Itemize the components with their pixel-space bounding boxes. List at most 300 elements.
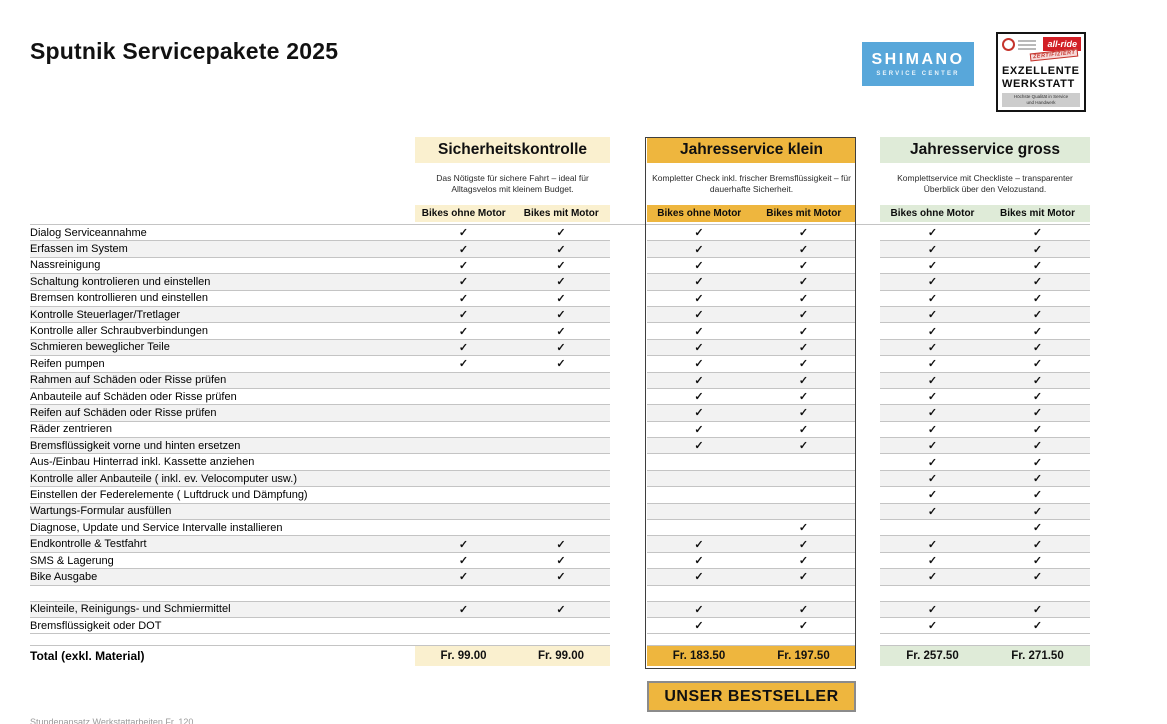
check-cell	[985, 356, 1090, 372]
check-cell	[751, 602, 856, 618]
check-cell	[647, 586, 751, 602]
check-cell	[512, 356, 610, 372]
package-title: Jahresservice klein	[647, 137, 856, 163]
check-cell	[985, 307, 1090, 323]
check-cell	[985, 504, 1090, 520]
package-title: Sicherheitskontrolle	[415, 137, 610, 163]
check-icon: ✓	[458, 276, 469, 289]
check-icon: ✓	[798, 555, 809, 567]
check-cell	[880, 487, 985, 503]
check-icon: ✓	[1032, 555, 1043, 567]
check-icon: ✓	[927, 505, 938, 518]
check-cell	[985, 405, 1090, 421]
check-cell	[985, 520, 1090, 536]
check-cell	[985, 225, 1090, 241]
table-row	[30, 405, 1090, 421]
check-cell	[415, 291, 512, 307]
check-cell	[512, 258, 610, 274]
check-cell	[647, 274, 751, 290]
check-icon: ✓	[556, 259, 566, 272]
column-gutter	[856, 569, 880, 585]
table-row	[30, 471, 1090, 487]
check-cell	[415, 504, 512, 520]
check-cell	[751, 618, 856, 634]
total-value: Fr. 99.00	[415, 646, 512, 666]
check-cell	[880, 258, 985, 274]
column-gutter	[610, 553, 647, 569]
check-cell	[751, 323, 856, 339]
package-header-jahresservice-klein	[647, 137, 856, 222]
check-cell	[647, 569, 751, 585]
hourly-rate-footnote: Stundenansatz Werkstattarbeiten Fr. 120	[30, 717, 194, 724]
check-icon: ✓	[798, 259, 809, 272]
subheader-bikes-ohne-motor: Bikes ohne Motor	[890, 208, 975, 219]
row-label: Einstellen der Federelemente ( Luftdruck und Dämpfung)	[30, 487, 415, 503]
check-icon: ✓	[458, 603, 469, 616]
check-icon: ✓	[458, 243, 469, 256]
check-icon: ✓	[798, 276, 809, 289]
check-cell	[985, 438, 1090, 454]
table-row	[30, 438, 1090, 454]
check-icon: ✓	[1032, 423, 1043, 436]
check-cell	[415, 520, 512, 536]
package-subheaders	[880, 205, 1090, 222]
check-cell	[985, 291, 1090, 307]
check-icon: ✓	[458, 358, 469, 371]
check-cell	[985, 389, 1090, 405]
table-row	[30, 422, 1090, 438]
check-icon: ✓	[798, 407, 809, 420]
check-cell	[415, 471, 512, 487]
allride-seal-icon	[1002, 38, 1015, 51]
row-label: Rahmen auf Schäden oder Risse prüfen	[30, 373, 415, 389]
column-gutter	[856, 340, 880, 356]
row-label: Bremsflüssigkeit oder DOT	[30, 618, 415, 634]
check-cell	[647, 241, 751, 257]
check-cell	[512, 389, 610, 405]
check-icon: ✓	[556, 358, 566, 371]
column-gutter	[610, 225, 647, 241]
check-icon: ✓	[1032, 440, 1043, 453]
column-gutter	[610, 438, 647, 454]
check-cell	[647, 356, 751, 372]
shimano-subtitle: SERVICE CENTER	[876, 71, 960, 77]
check-icon: ✓	[1032, 620, 1043, 633]
total-value: Fr. 99.00	[512, 646, 610, 666]
check-icon: ✓	[927, 227, 938, 240]
column-gutter	[610, 634, 647, 646]
column-gutter	[856, 454, 880, 470]
total-value: Fr. 183.50	[647, 646, 751, 666]
check-icon: ✓	[927, 243, 938, 256]
check-cell	[415, 586, 512, 602]
check-cell	[415, 618, 512, 634]
check-icon: ✓	[1032, 259, 1043, 272]
check-icon: ✓	[798, 440, 809, 453]
check-cell	[647, 454, 751, 470]
check-cell	[880, 520, 985, 536]
check-cell	[647, 634, 751, 646]
check-cell	[512, 454, 610, 470]
check-icon: ✓	[798, 227, 809, 240]
check-cell	[512, 586, 610, 602]
row-label: Reifen pumpen	[30, 356, 415, 372]
check-cell	[985, 487, 1090, 503]
check-cell	[880, 274, 985, 290]
check-icon: ✓	[556, 603, 566, 616]
column-gutter	[610, 307, 647, 323]
check-cell	[415, 340, 512, 356]
check-cell	[415, 258, 512, 274]
check-cell	[751, 405, 856, 421]
row-label: Kontrolle aller Anbauteile ( inkl. ev. Velocomputer usw.)	[30, 471, 415, 487]
row-label: Schmieren beweglicher Teile	[30, 340, 415, 356]
check-cell	[415, 438, 512, 454]
check-icon: ✓	[458, 292, 469, 305]
check-icon: ✓	[556, 276, 566, 289]
check-cell	[985, 373, 1090, 389]
check-icon: ✓	[458, 227, 469, 240]
table-row	[30, 520, 1090, 536]
check-cell	[880, 323, 985, 339]
check-icon: ✓	[694, 538, 704, 551]
check-cell	[880, 291, 985, 307]
check-cell	[647, 487, 751, 503]
check-cell	[880, 536, 985, 552]
allride-brand-label: all-ride	[1043, 37, 1081, 51]
check-icon: ✓	[1032, 391, 1043, 404]
table-row	[30, 258, 1090, 274]
check-icon: ✓	[798, 358, 809, 371]
column-gutter	[856, 274, 880, 290]
table-row	[30, 454, 1090, 470]
table-row	[30, 487, 1090, 503]
check-cell	[415, 602, 512, 618]
check-icon: ✓	[694, 391, 704, 404]
row-label: Kontrolle aller Schraubverbindungen	[30, 323, 415, 339]
check-cell	[647, 291, 751, 307]
column-gutter	[856, 618, 880, 634]
check-cell	[512, 471, 610, 487]
service-comparison-table	[30, 224, 1090, 666]
row-label: Endkontrolle & Testfahrt	[30, 536, 415, 552]
check-cell	[647, 520, 751, 536]
table-row	[30, 307, 1090, 323]
check-cell	[512, 536, 610, 552]
check-icon: ✓	[798, 292, 809, 305]
allride-badge-top	[1002, 37, 1080, 65]
check-icon: ✓	[927, 276, 938, 289]
column-gutter	[856, 520, 880, 536]
bestseller-badge: UNSER BESTSELLER	[647, 681, 856, 712]
check-cell	[880, 586, 985, 602]
check-icon: ✓	[927, 423, 938, 436]
column-gutter	[610, 618, 647, 634]
check-cell	[415, 356, 512, 372]
check-cell	[415, 487, 512, 503]
check-cell	[880, 405, 985, 421]
table-row	[30, 225, 1090, 241]
check-icon: ✓	[694, 227, 704, 240]
package-subheaders	[647, 205, 856, 222]
check-cell	[647, 373, 751, 389]
column-gutter	[856, 634, 880, 646]
column-gutter	[856, 291, 880, 307]
check-cell	[985, 586, 1090, 602]
check-cell	[415, 323, 512, 339]
check-cell	[751, 225, 856, 241]
subheader-bikes-mit-motor: Bikes mit Motor	[523, 208, 599, 219]
check-icon: ✓	[556, 571, 566, 584]
row-label: Kontrolle Steuerlager/Tretlager	[30, 307, 415, 323]
check-icon: ✓	[694, 571, 704, 584]
check-cell	[512, 323, 610, 339]
column-gutter	[856, 307, 880, 323]
column-gutter	[610, 646, 647, 666]
shimano-service-center-logo	[862, 42, 974, 86]
column-gutter	[610, 569, 647, 585]
check-cell	[415, 422, 512, 438]
check-cell	[985, 569, 1090, 585]
check-icon: ✓	[458, 555, 469, 567]
check-cell	[880, 553, 985, 569]
column-gutter	[856, 504, 880, 520]
check-cell	[512, 618, 610, 634]
check-cell	[751, 504, 856, 520]
check-icon: ✓	[694, 341, 704, 354]
check-icon: ✓	[1032, 276, 1043, 289]
check-cell	[880, 422, 985, 438]
row-label	[30, 586, 415, 602]
package-header-sicherheitskontrolle	[415, 137, 610, 222]
check-cell	[985, 241, 1090, 257]
total-row	[30, 646, 1090, 666]
check-icon: ✓	[798, 341, 809, 354]
check-cell	[415, 553, 512, 569]
check-cell	[647, 553, 751, 569]
check-cell	[880, 241, 985, 257]
check-cell	[985, 553, 1090, 569]
column-gutter	[856, 586, 880, 602]
check-icon: ✓	[1032, 374, 1043, 387]
package-header-jahresservice-gross	[880, 137, 1090, 222]
check-cell	[751, 258, 856, 274]
table-row	[30, 373, 1090, 389]
row-label: Schaltung kontrolieren und einstellen	[30, 274, 415, 290]
check-cell	[985, 422, 1090, 438]
column-gutter	[856, 258, 880, 274]
check-cell	[415, 405, 512, 421]
check-icon: ✓	[694, 555, 704, 567]
column-gutter	[610, 471, 647, 487]
shimano-wordmark: SHIMANO	[871, 51, 965, 68]
check-icon: ✓	[556, 227, 566, 240]
table-row	[30, 340, 1090, 356]
check-cell	[512, 487, 610, 503]
check-icon: ✓	[927, 473, 938, 486]
check-icon: ✓	[798, 309, 809, 322]
row-label: Aus-/Einbau Hinterrad inkl. Kassette anziehen	[30, 454, 415, 470]
check-icon: ✓	[694, 423, 704, 436]
check-icon: ✓	[1032, 227, 1043, 240]
total-label: Total (exkl. Material)	[30, 649, 145, 664]
table-row	[30, 241, 1090, 257]
check-icon: ✓	[458, 341, 469, 354]
check-cell	[880, 373, 985, 389]
check-icon: ✓	[458, 259, 469, 272]
check-icon: ✓	[927, 555, 938, 567]
allride-certified-label: ZERTIFIZIERT	[1029, 48, 1078, 61]
check-icon: ✓	[927, 571, 938, 584]
check-icon: ✓	[798, 423, 809, 436]
check-icon: ✓	[927, 489, 938, 502]
check-cell	[985, 258, 1090, 274]
column-gutter	[856, 241, 880, 257]
check-icon: ✓	[927, 309, 938, 322]
allride-title-line1: EXZELLENTE	[1002, 65, 1080, 77]
check-cell	[985, 274, 1090, 290]
column-gutter	[610, 241, 647, 257]
check-icon: ✓	[556, 538, 566, 551]
check-icon: ✓	[927, 341, 938, 354]
column-gutter	[856, 471, 880, 487]
check-icon: ✓	[1032, 603, 1043, 616]
check-cell	[647, 389, 751, 405]
column-gutter	[610, 504, 647, 520]
check-icon: ✓	[1032, 473, 1043, 486]
total-value: Fr. 197.50	[751, 646, 856, 666]
check-icon: ✓	[1032, 489, 1043, 502]
check-cell	[751, 291, 856, 307]
check-cell	[647, 602, 751, 618]
check-cell	[751, 340, 856, 356]
package-description: Kompletter Check inkl. frischer Bremsflüssigkeit – für dauerhafte Sicherheit.	[647, 163, 856, 205]
check-cell	[415, 241, 512, 257]
row-label: Wartungs-Formular ausfüllen	[30, 504, 415, 520]
check-cell	[415, 373, 512, 389]
check-cell	[647, 471, 751, 487]
check-icon: ✓	[927, 603, 938, 616]
table-row	[30, 274, 1090, 290]
check-icon: ✓	[694, 276, 704, 289]
column-gutter	[610, 258, 647, 274]
check-icon: ✓	[927, 620, 938, 633]
check-cell	[512, 340, 610, 356]
check-cell	[415, 307, 512, 323]
table-row	[30, 618, 1090, 634]
check-icon: ✓	[1032, 243, 1043, 256]
column-gutter	[610, 586, 647, 602]
row-label: Dialog Serviceannahme	[30, 225, 415, 241]
column-gutter	[610, 405, 647, 421]
check-cell	[985, 340, 1090, 356]
spacer-row	[30, 634, 1090, 646]
column-gutter	[610, 323, 647, 339]
check-icon: ✓	[1032, 292, 1043, 305]
check-cell	[880, 618, 985, 634]
column-gutter	[856, 405, 880, 421]
subheader-bikes-mit-motor: Bikes mit Motor	[766, 208, 842, 219]
check-cell	[751, 438, 856, 454]
check-icon: ✓	[1032, 407, 1043, 420]
column-gutter	[610, 422, 647, 438]
check-cell	[512, 602, 610, 618]
check-icon: ✓	[694, 243, 704, 256]
check-cell	[647, 307, 751, 323]
check-icon: ✓	[927, 292, 938, 305]
check-cell	[512, 274, 610, 290]
check-cell	[751, 454, 856, 470]
column-gutter	[856, 536, 880, 552]
column-gutter	[610, 274, 647, 290]
column-gutter	[856, 356, 880, 372]
check-cell	[751, 634, 856, 646]
package-description: Komplettservice mit Checkliste – transparenter Überblick über den Velozustand.	[880, 163, 1090, 205]
check-icon: ✓	[556, 243, 566, 256]
check-cell	[512, 241, 610, 257]
allride-subtext: Höchste Qualität in Service und Handwerk	[1002, 93, 1080, 107]
check-cell	[415, 225, 512, 241]
check-cell	[751, 356, 856, 372]
row-label: Räder zentrieren	[30, 422, 415, 438]
column-gutter	[856, 553, 880, 569]
check-cell	[880, 634, 985, 646]
check-icon: ✓	[798, 374, 809, 387]
check-icon: ✓	[1032, 505, 1043, 518]
check-cell	[880, 356, 985, 372]
check-icon: ✓	[927, 325, 938, 338]
check-cell	[647, 405, 751, 421]
column-gutter	[610, 291, 647, 307]
table-row	[30, 569, 1090, 585]
column-gutter	[610, 389, 647, 405]
row-label: Anbauteile auf Schäden oder Risse prüfen	[30, 389, 415, 405]
check-cell	[415, 634, 512, 646]
check-icon: ✓	[1032, 358, 1043, 371]
check-cell	[751, 373, 856, 389]
check-icon: ✓	[556, 325, 566, 338]
check-icon: ✓	[556, 555, 566, 567]
check-icon: ✓	[1032, 309, 1043, 322]
row-label: Kleinteile, Reinigungs- und Schmiermittel	[30, 602, 415, 618]
check-cell	[751, 520, 856, 536]
column-gutter	[856, 646, 880, 666]
column-gutter	[856, 602, 880, 618]
column-gutter	[610, 356, 647, 372]
check-cell	[880, 569, 985, 585]
row-label: Bremsen kontrollieren und einstellen	[30, 291, 415, 307]
check-cell	[751, 307, 856, 323]
allride-werkstatt-badge	[996, 32, 1086, 112]
table-row	[30, 553, 1090, 569]
check-cell	[512, 634, 610, 646]
spacer-row	[30, 586, 1090, 602]
check-icon: ✓	[927, 440, 938, 453]
check-icon: ✓	[1032, 325, 1043, 338]
total-value: Fr. 257.50	[880, 646, 985, 666]
check-icon: ✓	[458, 538, 469, 551]
row-label: SMS & Lagerung	[30, 553, 415, 569]
subheader-bikes-mit-motor: Bikes mit Motor	[999, 208, 1075, 219]
table-row	[30, 389, 1090, 405]
check-cell	[751, 487, 856, 503]
check-cell	[880, 225, 985, 241]
check-cell	[647, 504, 751, 520]
check-icon: ✓	[694, 259, 704, 272]
column-gutter	[610, 487, 647, 503]
check-icon: ✓	[694, 309, 704, 322]
subheader-bikes-ohne-motor: Bikes ohne Motor	[657, 208, 742, 219]
